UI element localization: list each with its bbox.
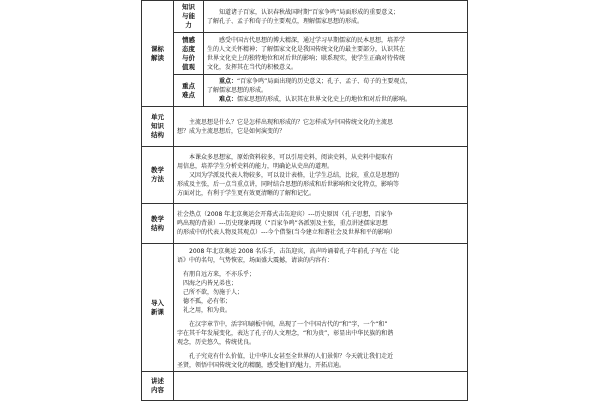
lesson-plan-table xyxy=(141,0,468,401)
key-difficult-content xyxy=(204,75,468,107)
text-line: 的形成中的代表人物及其观点）---今个借鉴(当今建立和谐社会及世界和平的影响） xyxy=(177,229,396,236)
row-emotion-values xyxy=(142,33,468,75)
text-line: 2008 年北京奥运 2008 名乐手，击缶迎宾，高声吟诵着孔子年前孔子写在《论 xyxy=(189,248,400,255)
emotion-label-line: 态度 xyxy=(182,44,195,53)
key-label-line: 重点 xyxy=(182,81,195,90)
text-line: 儒家思想的形成，认识其在世界文化史上的地位和对后世的影响。 xyxy=(237,96,412,103)
poem-line: 己所不欲，勿施于人； xyxy=(183,289,244,296)
row-introduction xyxy=(142,244,468,372)
text-line: 用信息，培养学生分析史料的能力，明确论从史出的道理。 xyxy=(177,162,334,170)
teaching-method-label xyxy=(142,147,174,204)
poem-line: 礼之用，和为贵。 xyxy=(183,307,232,314)
row-lecture xyxy=(142,372,468,401)
knowledge-ability-content xyxy=(204,1,468,33)
structure-label-line: 结构 xyxy=(151,131,164,139)
text-line: 语》中的名句，气势恢宏，场面盛大震撼，请读的内容有： xyxy=(177,257,334,264)
emotion-label-line: 与价 xyxy=(182,53,195,62)
poem-line: 四海之内皆兄弟也； xyxy=(183,280,238,287)
teaching-structure-label xyxy=(142,204,174,244)
unit-structure-label xyxy=(142,107,174,147)
text-line: 又因为学派及代表人物较多，可以设计表格，让学生总结，比较，重点是思想的 xyxy=(189,171,400,179)
text-line: 了解孔子、孟子和荀子的主要观点，理解儒家思想的形成。 xyxy=(207,17,364,25)
teaching-method-content xyxy=(174,147,468,204)
emotion-label-line: 值观 xyxy=(182,62,195,71)
poem-line: 德不孤，必有邻； xyxy=(183,298,232,305)
key-point-label: 重点： xyxy=(219,78,238,85)
design-label-line: 教学 xyxy=(151,214,164,223)
standards-label xyxy=(142,1,174,107)
lecture-label xyxy=(142,372,174,401)
intro-label-line: 导入 xyxy=(151,298,164,307)
introduction-content xyxy=(174,244,468,372)
row-teaching-method xyxy=(142,147,468,204)
text-line: 社会热点（2008 年北京奥运会开幕式击缶迎宾）---历史原因（孔子思想，百家争 xyxy=(177,211,393,218)
text-line: 孔子究竟有什么价值，让中华儿女甚至全世界的人们景仰？今天就让我们走近 xyxy=(189,353,394,360)
row-unit-structure xyxy=(142,107,468,147)
unit-structure-content xyxy=(174,107,468,147)
emotion-label-line: 情感 xyxy=(182,35,195,44)
text-line: 形成及主张，后一点当重点讲，同时结合思想的形成和后世影响和文化特点，影响等 xyxy=(177,180,400,188)
text-line: 了解儒家思想的形成。 xyxy=(207,87,268,94)
key-difficult-label xyxy=(174,75,204,107)
standards-label-line: 课标 xyxy=(151,44,164,53)
structure-label-line: 知识 xyxy=(151,122,164,130)
text-line: 在汉字章节中，活字印刷板中间，出现了一个中国古代的“和”字，一个“和” xyxy=(189,321,388,328)
text-line: 想？成为主流思想后，它是如何演变的？ xyxy=(177,127,286,135)
key-label-line: 难点 xyxy=(182,90,195,99)
text-line: 生的人文关怀精神；了解儒家文化是我国传统文化的最主要部分，认识其在 xyxy=(207,45,406,53)
row-knowledge-ability xyxy=(142,1,468,33)
text-line: 字在其千年发展变化，表达了孔子的人文理念，“和为贵”，彰显出中华民族的和谐 xyxy=(177,330,394,337)
text-line: 观念，历史悠久，传统优良。 xyxy=(177,339,256,346)
text-line: 知道诸子百家，认识春秋战国时期“百家争鸣”局面形成的重要意义； xyxy=(219,8,400,16)
lecture-content xyxy=(174,372,468,401)
introduction-label xyxy=(142,244,174,372)
design-label-line: 结构 xyxy=(151,223,164,232)
text-line: “百家争鸣”局面出现的历史意义；孔子、孟子、荀子的主要观点， xyxy=(237,78,412,85)
lecture-label-line: 内容 xyxy=(151,386,164,394)
method-label-line: 教学 xyxy=(151,166,164,174)
emotion-values-label xyxy=(174,33,204,75)
poem-line: 有朋自远方来，不亦乐乎； xyxy=(183,271,256,278)
lecture-label-line: 讲述 xyxy=(151,377,164,385)
knowledge-ability-label-line: 与能 xyxy=(182,12,195,20)
knowledge-ability-label-line: 力 xyxy=(185,21,192,29)
text-line: 主流思想是什么？它是怎样出现和形成的？它怎样成为中国传统文化的主流思 xyxy=(189,118,394,126)
knowledge-ability-label-line: 知识 xyxy=(182,3,195,11)
knowledge-ability-label xyxy=(174,1,204,33)
row-teaching-structure xyxy=(142,204,468,244)
text-line: 鸣出现的背景）---历史现象再现（“百家争鸣”各派别及主张，重点讲述儒家思想 xyxy=(177,220,388,227)
row-key-difficult xyxy=(142,75,468,107)
difficult-point-label: 难点： xyxy=(219,96,238,103)
text-line: 世界文化史上的独特地位和对后世的影响；联系现实，使学生正确对待传统 xyxy=(207,54,406,62)
text-line: 方面对比，有利于学生更有效更清晰的了解和记忆。 xyxy=(177,189,316,197)
text-line: 感受中国古代思想的博大精深，通过学习早期儒家的民本思想，培养学 xyxy=(219,36,406,44)
text-line: 文化，发挥其在当代的积极意义。 xyxy=(207,63,298,71)
standards-label-line: 解读 xyxy=(151,53,164,62)
text-line: 圣贤，领悟中国传统文化的精髓，感受他们的魅力，开拓启迪。 xyxy=(177,362,346,369)
method-label-line: 方法 xyxy=(151,175,164,183)
structure-label-line: 单元 xyxy=(151,113,164,121)
teaching-structure-content xyxy=(174,204,468,244)
emotion-values-content xyxy=(204,33,468,75)
text-line: 本课众多思想家，原始资料较多，可以引用史料，阅读史料，从史料中提取有 xyxy=(189,153,394,161)
intro-label-line: 新课 xyxy=(151,307,164,316)
